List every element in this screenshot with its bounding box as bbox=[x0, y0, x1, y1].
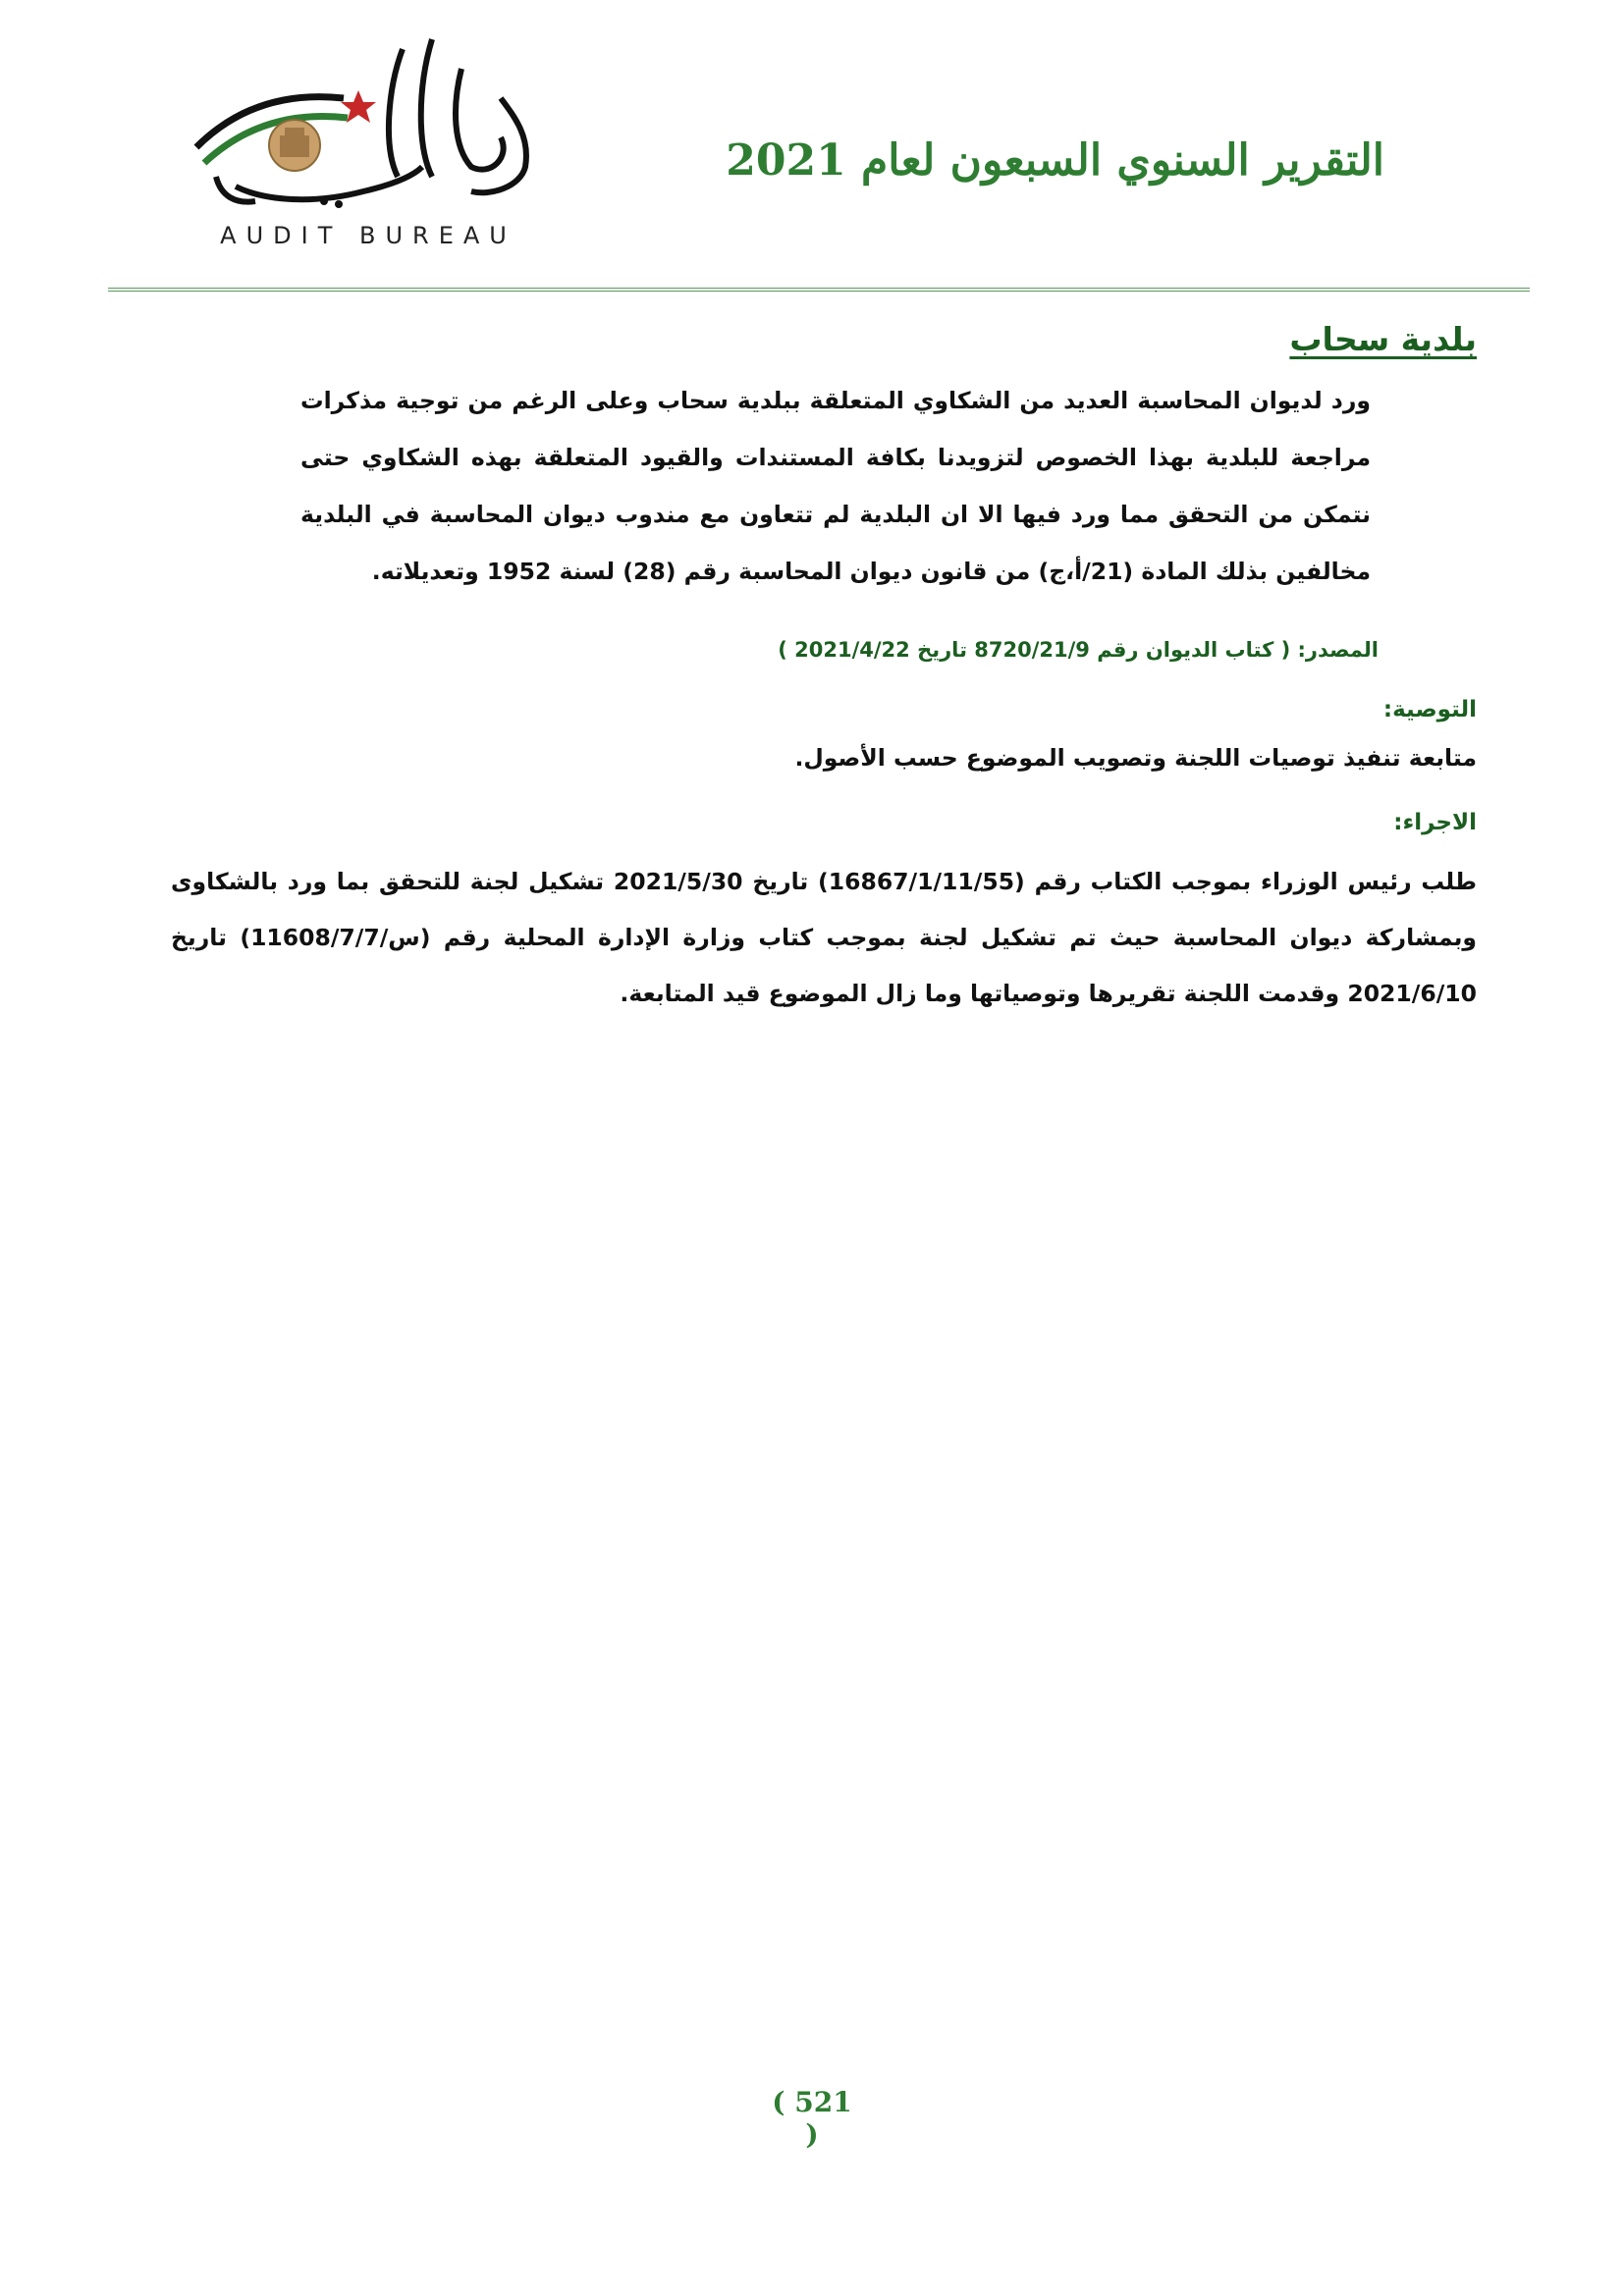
header-divider bbox=[108, 288, 1530, 292]
source-reference: المصدر: ( كتاب الديوان رقم 8720/21/9 تاريخ 2021/4/22 ) bbox=[778, 638, 1379, 662]
complaint-paragraph: ورد لديوان المحاسبة العديد من الشكاوي المتعلقة ببلدية سحاب وعلى الرغم من توجية مذكرات مراجعة للبلدية بهذا الخصوص لتزويدنا بكافة المستندات والقيود المتعلقة بهذه الشكاوي حتى نتمكن من التحقق مما ورد فيها الا ان البلدية لم تتعاون مع مندوب ديوان المحاسبة في البلدية مخالفين بذلك المادة (21/أ،ج) من قانون ديوان المحاسبة رقم (28) لسنة 1952 وتعديلاته. bbox=[300, 387, 1371, 585]
recommendation-heading: التوصية: bbox=[1382, 697, 1477, 722]
recommendation-text: متابعة تنفيذ توصيات اللجنة وتصويب الموضوع حسب الأصول. bbox=[794, 744, 1477, 772]
logo-caption: AUDIT BUREAU bbox=[220, 222, 516, 249]
audit-bureau-logo bbox=[177, 29, 560, 255]
logo-emblem-icon bbox=[177, 29, 560, 226]
action-heading: الاجراء: bbox=[1393, 810, 1477, 835]
action-paragraph: طلب رئيس الوزراء بموجب الكتاب رقم (16867/1/11/55) تاريخ 2021/5/30 تشكيل لجنة للتحقق بما ورد بالشكاوى وبمشاركة ديوان المحاسبة حيث تم تشكيل لجنة بموجب كتاب وزارة الإدارة المحلية رقم (س/11608/7/7) تاريخ 2021/6/10 وقدمت اللجنة تقريرها وتوصياتها وما زال الموضوع قيد المتابعة. bbox=[171, 868, 1478, 1007]
section-title: بلدية سحاب bbox=[1289, 320, 1477, 358]
page-number: ( 521 ) bbox=[772, 2086, 852, 2151]
report-title: التقرير السنوي السبعون لعام 2021 bbox=[726, 135, 1384, 186]
